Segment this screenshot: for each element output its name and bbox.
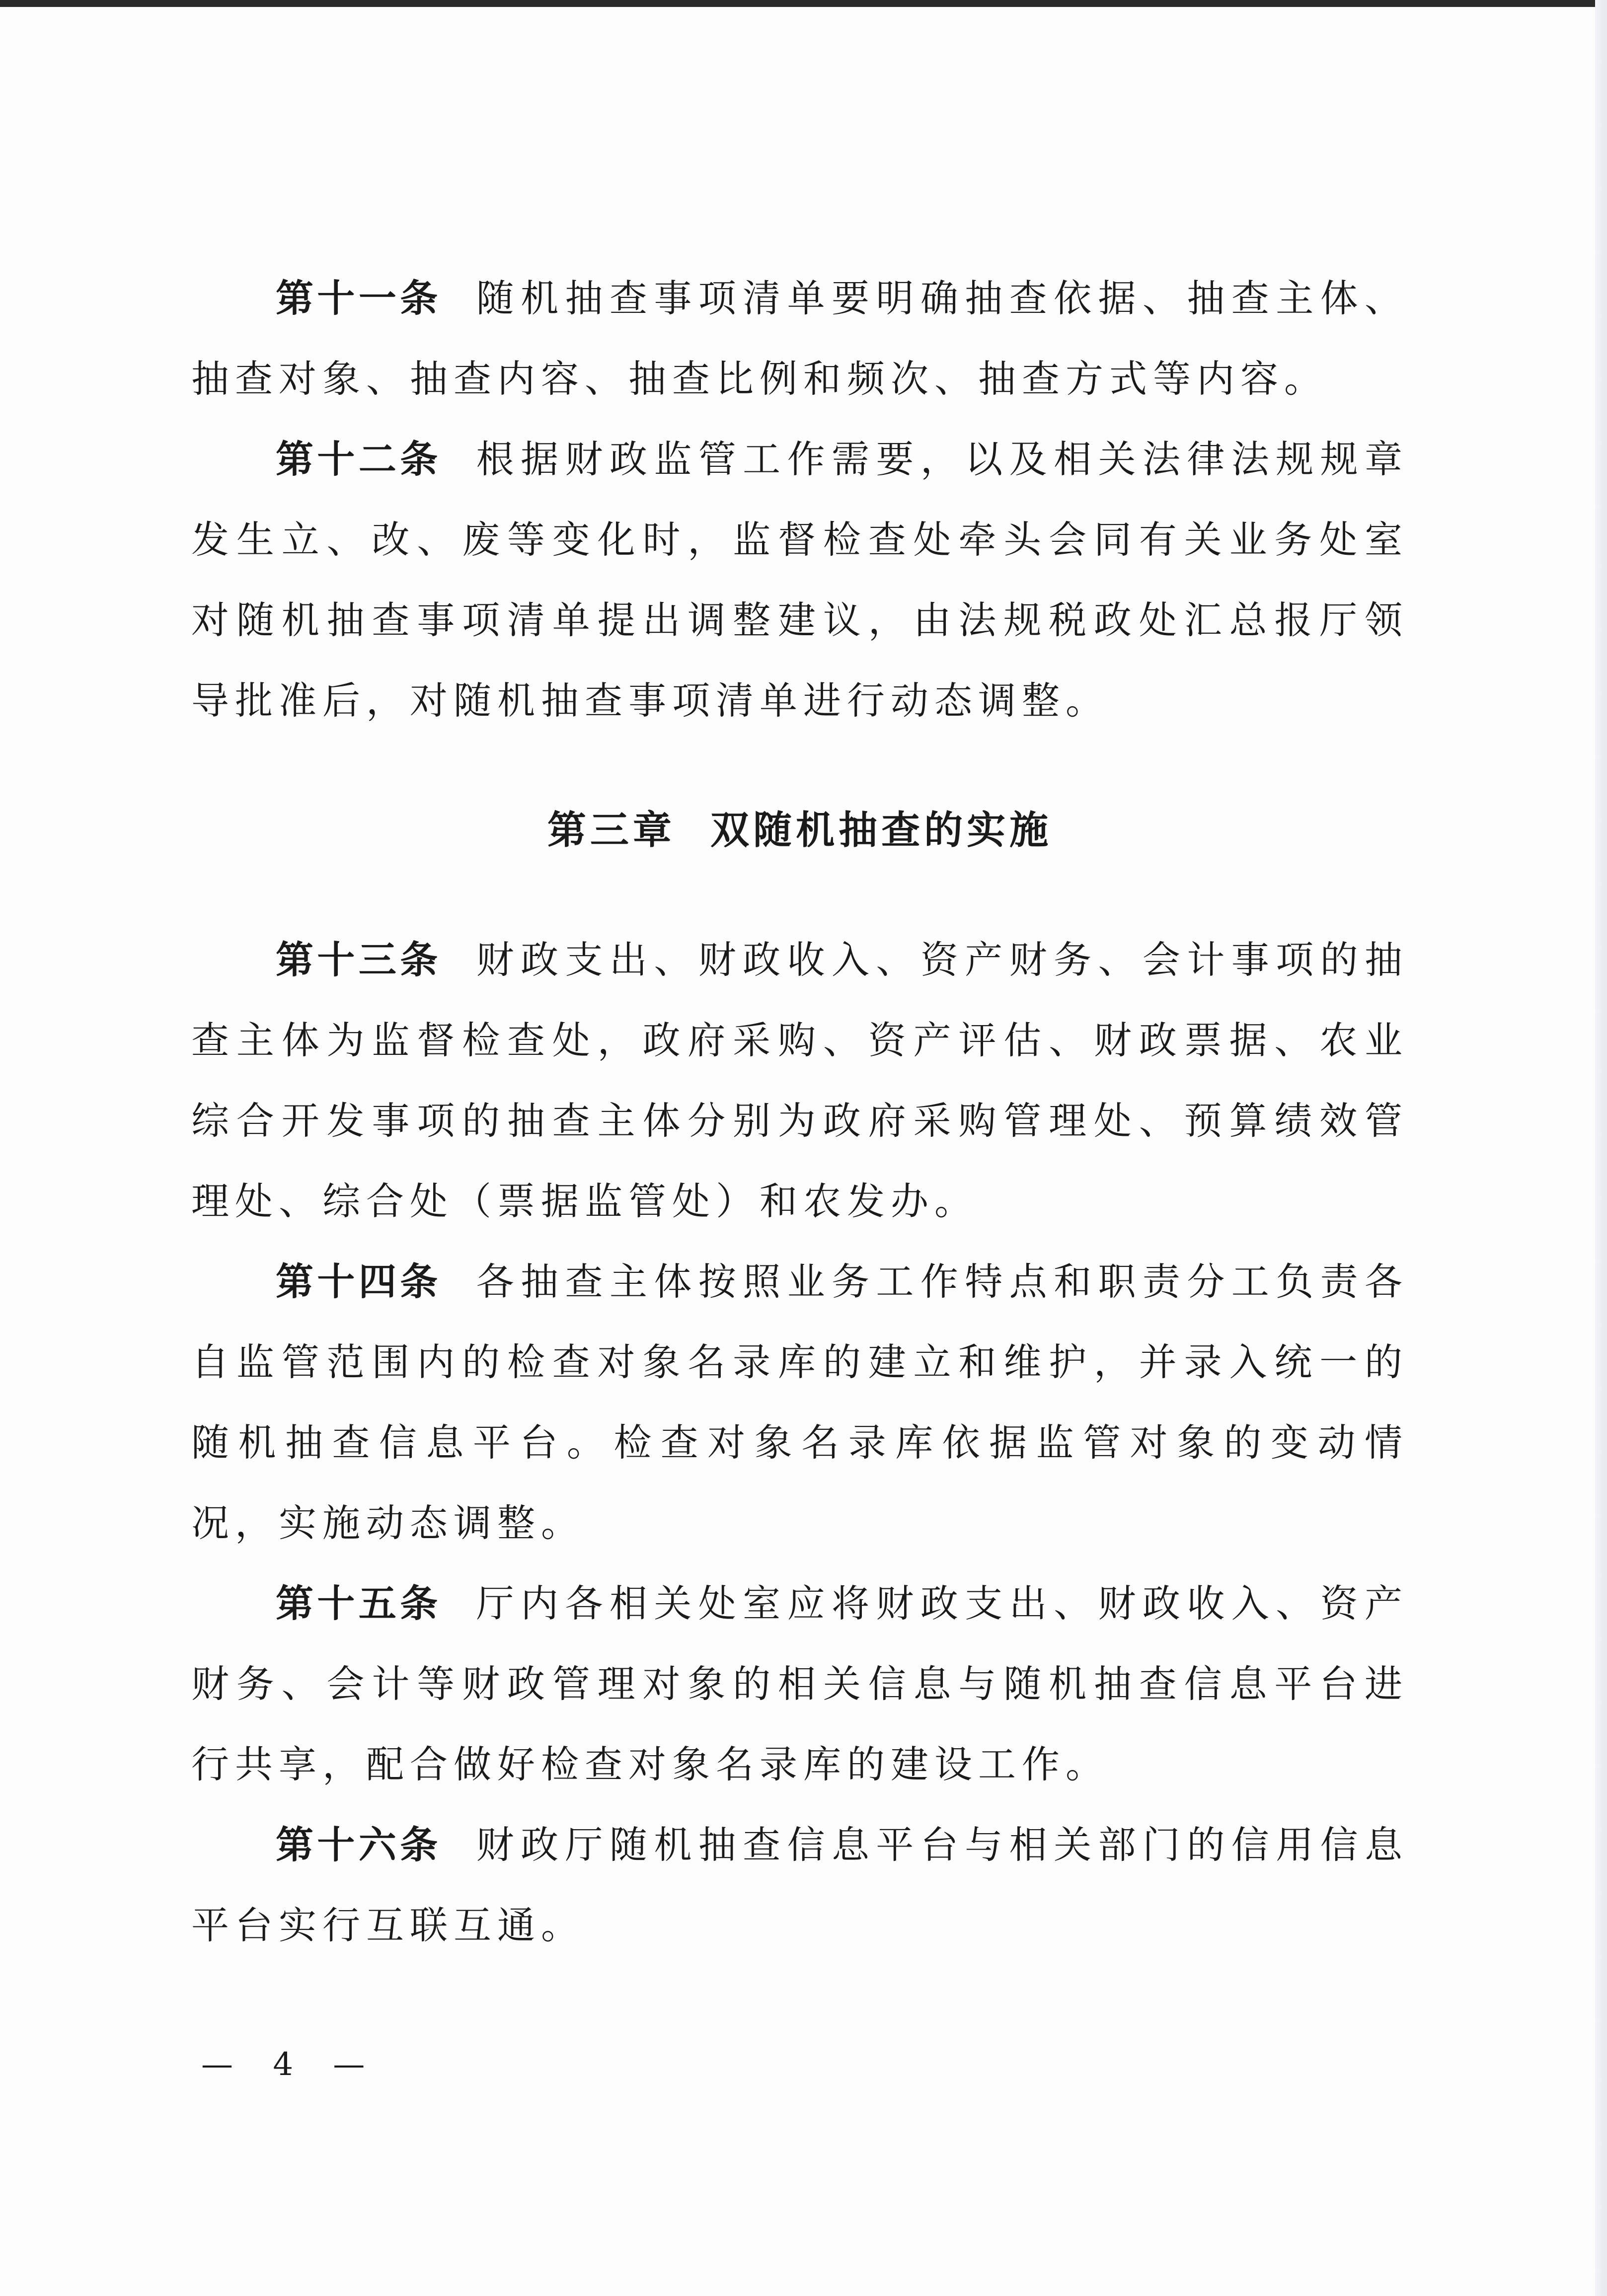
article-text: 各抽查主体按照业务工作特点和职责分工负责各自监管范围内的检查对象名录库的建立和维护，并录入统一的随机抽查信息平台。检查对象名录库依据监管对象的变动情况，实施动态调整。 bbox=[191, 1259, 1409, 1545]
article-16 bbox=[191, 1805, 1408, 1966]
document-body bbox=[191, 258, 1408, 1966]
article-15 bbox=[191, 1563, 1408, 1805]
article-text: 财政厅随机抽查信息平台与相关部门的信用信息平台实行互联互通。 bbox=[191, 1823, 1409, 1947]
article-label: 第十三条 bbox=[276, 938, 442, 982]
scan-top-edge bbox=[0, 0, 1607, 7]
article-text: 厅内各相关处室应将财政支出、财政收入、资产财务、会计等财政管理对象的相关信息与随机抽查信息平台进行共享，配合做好检查对象名录库的建设工作。 bbox=[191, 1581, 1409, 1786]
chapter-heading: 第三章 双随机抽查的实施 bbox=[547, 808, 1053, 853]
article-text: 财政支出、财政收入、资产财务、会计事项的抽查主体为监督检查处，政府采购、资产评估、财政票据、农业综合开发事项的抽查主体分别为政府采购管理处、预算绩效管理处、综合处（票据监管处）和农发办。 bbox=[191, 938, 1409, 1223]
scan-right-edge bbox=[1595, 0, 1607, 2296]
article-text: 根据财政监管工作需要，以及相关法律法规规章发生立、改、废等变化时，监督检查处牵头会同有关业务处室对随机抽查事项清单提出调整建议，由法规税政处汇总报厅领导批准后，对随机抽查事项清单进行动态调整。 bbox=[191, 437, 1409, 723]
article-label: 第十六条 bbox=[276, 1823, 442, 1867]
article-label: 第十一条 bbox=[276, 276, 442, 320]
article-14 bbox=[191, 1242, 1408, 1563]
article-label: 第十五条 bbox=[276, 1581, 442, 1626]
article-text: 随机抽查事项清单要明确抽查依据、抽查主体、抽查对象、抽查内容、抽查比例和频次、抽查方式等内容。 bbox=[191, 276, 1409, 401]
article-label: 第十二条 bbox=[276, 437, 442, 481]
article-11 bbox=[191, 258, 1408, 419]
article-12 bbox=[191, 419, 1408, 741]
article-13 bbox=[191, 920, 1408, 1242]
page-number: — 4 — bbox=[201, 2046, 380, 2083]
article-label: 第十四条 bbox=[276, 1259, 442, 1304]
